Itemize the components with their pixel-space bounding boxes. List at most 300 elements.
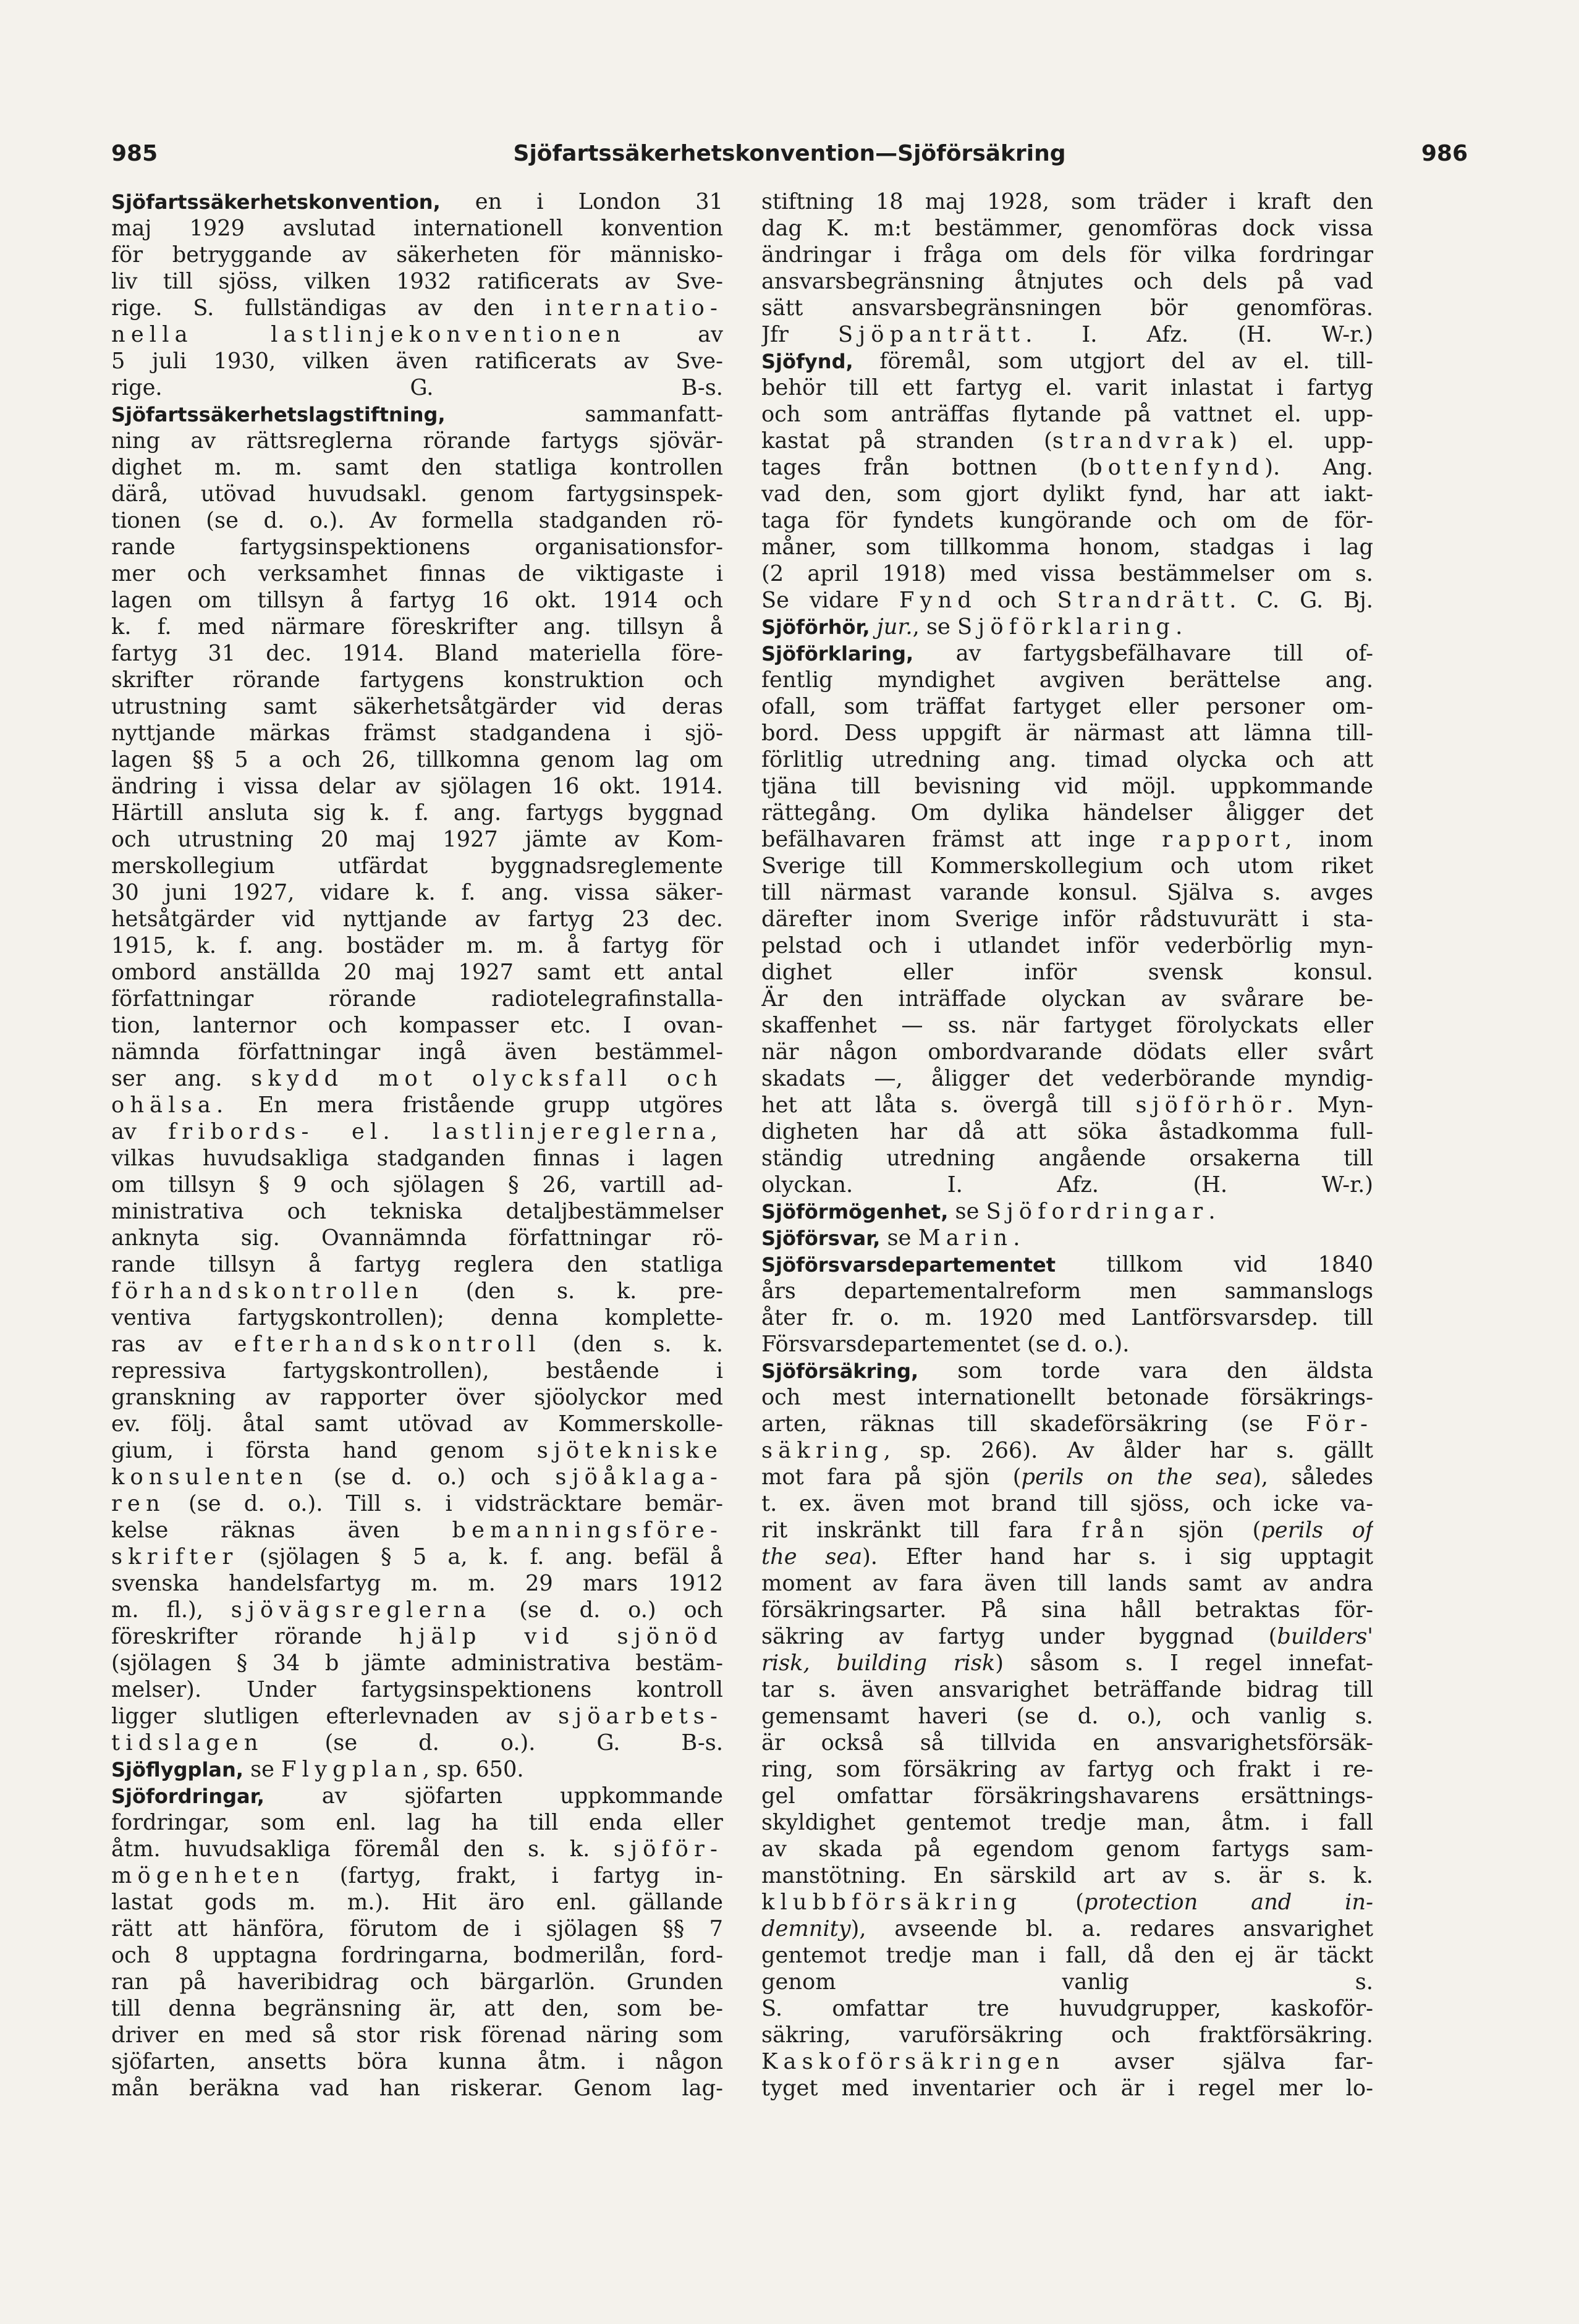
text-run: som torde vara den äldsta [918, 1358, 1373, 1384]
text-line [761, 1278, 1373, 1304]
text-line [761, 507, 1373, 534]
text-run: rande fartygsinspektionens organisationsfor- [111, 535, 723, 560]
text-line [761, 853, 1373, 879]
text-run: åter fr. o. m. 1920 med Lantförsvarsdep. till [761, 1305, 1373, 1330]
text-line [761, 1916, 1373, 1942]
text-line [111, 1251, 723, 1278]
text-line [111, 1756, 723, 1783]
text-run: (den s. k. [541, 1332, 723, 1357]
entry-headword: Sjöförsäkring, [761, 1359, 919, 1383]
text-line [111, 1597, 723, 1623]
text-run: (se d. o.). Till s. i vidsträcktare bemär- [165, 1491, 723, 1516]
text-run: liv till sjöss, vilken 1932 ratificerats av Sve- [111, 269, 723, 294]
text-line [111, 401, 723, 428]
text-line [111, 1490, 723, 1517]
text-run: författningar rörande radiotelegrafinstalla- [111, 986, 723, 1012]
running-header [111, 141, 1468, 184]
text-line [111, 1809, 723, 1836]
text-run: Är den inträffade olyckan av svårare be- [761, 986, 1373, 1012]
entry-headword: Sjöförmögenhet, [761, 1200, 949, 1223]
text-run: för betryggande av säkerheten för människo- [111, 242, 723, 268]
page-number-left: 985 [111, 141, 158, 166]
text-run: sammanfatt- [445, 402, 723, 427]
text-run: måner, som tillkomma honom, stadgas i lag [761, 535, 1373, 560]
text-run: moment av fara även till lands samt av andra [761, 1571, 1373, 1596]
spaced-term: Kaskoförsäkringen [761, 2049, 1065, 2074]
text-run: mot fara på sjön ( [761, 1464, 1022, 1490]
spaced-term: ren [111, 1491, 166, 1516]
text-line [761, 932, 1373, 959]
text-run: gium, i första hand genom [111, 1438, 537, 1463]
text-line [761, 2048, 1373, 2075]
text-line [761, 1942, 1373, 1969]
text-run: sjöfarten, ansetts böra kunna åtm. i någon [111, 2049, 723, 2074]
text-run: En mera fristående grupp utgöres [229, 1092, 723, 1118]
text-line [761, 401, 1373, 428]
text-run: lagen om tillsyn å fartyg 16 okt. 1914 och [111, 588, 723, 613]
text-line [761, 454, 1373, 481]
text-line [111, 295, 723, 321]
text-run: tar s. även ansvarighet beträffande bidrag till [761, 1677, 1373, 1702]
text-line [111, 560, 723, 587]
text-run: ring, som försäkring av fartyg och frakt i re- [761, 1757, 1373, 1782]
text-run: åtm. huvudsakliga föremål den s. k. [111, 1836, 614, 1862]
spaced-term: sjöåklaga- [555, 1464, 723, 1490]
italic-term: demnity [761, 1916, 851, 1942]
text-line [111, 879, 723, 906]
text-run: t. ex. även mot brand till sjöss, och icke va- [761, 1491, 1373, 1516]
text-line [111, 1783, 723, 1809]
text-line [111, 693, 723, 720]
text-line [761, 1039, 1373, 1065]
text-line [761, 1676, 1373, 1703]
spaced-term: sjövägsreglerna [231, 1597, 492, 1623]
spaced-term: rapport [1162, 827, 1285, 852]
text-line [111, 1862, 723, 1889]
text-run: ombord anställda 20 maj 1927 samt ett antal [111, 960, 723, 985]
italic-term: the sea [761, 1544, 863, 1570]
text-line [761, 1650, 1373, 1676]
text-run: till denna begränsning är, att den, som be- [111, 1996, 723, 2021]
text-line [111, 242, 723, 268]
text-line [111, 667, 723, 693]
text-run: skadats —, åligger det vederbörande myndig- [761, 1066, 1373, 1091]
text-run: förlitlig utredning ang. timad olycka och att [761, 747, 1373, 772]
text-line [111, 746, 723, 773]
text-line [761, 906, 1373, 932]
text-run: säkring, varuförsäkring och fraktförsäkring. [761, 2022, 1373, 2048]
text-run: fentlig myndighet avgiven berättelse ang. [761, 667, 1373, 693]
spaced-term: sjöförhör [1135, 1092, 1287, 1118]
text-run: se [880, 1225, 918, 1251]
text-line [761, 2022, 1373, 2048]
text-line [111, 374, 723, 401]
text-line [761, 534, 1373, 560]
entry-headword: Sjöfartssäkerhetskonvention, [111, 190, 441, 214]
text-run: pelstad och i utlandet inför vederbörlig myn- [761, 933, 1373, 958]
text-line [761, 1597, 1373, 1623]
text-run: ändringar i fråga om dels för vilka fordringar [761, 242, 1373, 268]
text-run: fordringar, som enl. lag ha till enda eller [111, 1810, 723, 1835]
text-run: fartyg 31 dec. 1914. Bland materiella före- [111, 641, 723, 666]
text-run: maj 1929 avslutad internationell konvention [111, 216, 723, 241]
text-run: (sjölagen § 34 b jämte administrativa bestäm- [111, 1650, 723, 1676]
text-line [761, 1809, 1373, 1836]
text-line [111, 1145, 723, 1172]
text-line [111, 1517, 723, 1544]
spaced-term: sjöför- [613, 1836, 723, 1862]
text-run: tjäna till bevisning vid möjl. uppkommande [761, 774, 1373, 799]
spaced-term: förhandskontrollen [111, 1278, 424, 1304]
text-run: Försvarsdepartementet (se d. o.). [761, 1332, 1130, 1357]
text-run: sätt ansvarsbegränsningen bör genomföras. [761, 295, 1373, 321]
spaced-term: säkring [761, 1438, 884, 1463]
text-line [761, 1384, 1373, 1411]
text-line [111, 188, 723, 215]
text-line [111, 614, 723, 640]
text-run: rande tillsyn å fartyg reglera den statliga [111, 1252, 723, 1277]
text-run: och mest internationellt betonade försäkrings- [761, 1385, 1373, 1410]
text-run: stiftning 18 maj 1928, som träder i kraft den [761, 189, 1373, 214]
text-run: melser). Under fartygsinspektionens kontroll [111, 1677, 723, 1702]
text-line [111, 1331, 723, 1358]
text-run: om tillsyn § 9 och sjölagen § 26, vartill ad- [111, 1172, 723, 1198]
text-run: ser ang. [111, 1066, 252, 1091]
text-run: skrifter rörande fartygens konstruktion och [111, 667, 723, 693]
text-line [761, 2075, 1373, 2102]
text-run: k. f. med närmare föreskrifter ang. tillsyn å [111, 614, 723, 640]
text-line [761, 826, 1373, 853]
text-line [761, 1730, 1373, 1756]
text-run: Jfr [761, 322, 838, 347]
text-run: av [625, 322, 723, 347]
text-line [761, 1145, 1373, 1172]
text-line [761, 693, 1373, 720]
spaced-term: sjöarbets- [558, 1704, 723, 1729]
text-line [761, 321, 1373, 348]
spaced-term: nella lastlinjekonventionen [111, 322, 626, 347]
text-run: behör till ett fartyg el. varit inlastat i fartyg [761, 375, 1373, 400]
text-line [761, 295, 1373, 321]
text-run: taga för fyndets kungörande och om de för- [761, 508, 1373, 533]
text-run: dag K. m:t bestämmer, genomföras dock vissa [761, 216, 1373, 241]
text-line [761, 1969, 1373, 1995]
spaced-term: efterhandskontroll [234, 1332, 541, 1357]
text-line [761, 1304, 1373, 1331]
text-line [761, 374, 1373, 401]
text-line [111, 1304, 723, 1331]
text-line [111, 800, 723, 826]
text-line [761, 1118, 1373, 1145]
text-run: digheten har då att söka åstadkomma full- [761, 1119, 1373, 1144]
text-line [111, 1039, 723, 1065]
text-run: års departementalreform men sammanslogs [761, 1278, 1373, 1304]
text-run: och som anträffas flytande på vattnet el. upp- [761, 402, 1373, 427]
text-run: gemensamt haveri (se d. o.), och vanlig s. [761, 1704, 1373, 1729]
text-line [761, 959, 1373, 986]
text-run: (sjölagen § 5 a, k. f. ang. befäl å [238, 1544, 723, 1570]
spaced-term: Strandrätt [1057, 588, 1230, 613]
text-run: ). Efter hand har s. i sig upptagit [862, 1544, 1373, 1570]
entry-headword: Sjöfartssäkerhetslagstiftning, [111, 403, 446, 426]
entry-headword: Sjöförhör, [761, 615, 870, 639]
text-run: tionen (se d. o.). Av formella stadganden rö- [111, 508, 723, 533]
text-run: . [1208, 1199, 1216, 1224]
text-run: ning av rättsreglerna rörande fartygs sjövär- [111, 428, 723, 454]
text-line [761, 800, 1373, 826]
spaced-term: Sjöförklaring [957, 614, 1176, 640]
text-line [111, 720, 723, 746]
text-run: ras av [111, 1332, 234, 1357]
text-run: (fartyg, frakt, i fartyg in- [305, 1863, 723, 1888]
text-run: (se d. o.) och [491, 1597, 723, 1623]
text-line [111, 1198, 723, 1225]
text-line [111, 534, 723, 560]
text-run: därefter inom Sverige inför rådstuvurätt i sta- [761, 906, 1373, 932]
text-run: . C. G. Bj. [1229, 588, 1373, 613]
text-line [761, 1862, 1373, 1889]
text-run: ansvarsbegränsning åtnjutes och dels på vad [761, 269, 1373, 294]
text-run: nämnda författningar ingå även bestämmel- [111, 1039, 723, 1065]
text-run: se [243, 1757, 282, 1782]
text-line [111, 1384, 723, 1411]
text-run: därå, utövad huvudsakl. genom fartygsinspek- [111, 481, 723, 507]
spaced-term: För- [1306, 1411, 1373, 1437]
text-line [761, 1358, 1373, 1384]
entry-headword: Sjöflygplan, [111, 1758, 243, 1781]
text-line [761, 1783, 1373, 1809]
text-line [761, 1172, 1373, 1198]
text-run: 1915, k. f. ang. bostäder m. m. å fartyg för [111, 933, 723, 958]
text-run: . [1175, 614, 1183, 640]
text-run: rige. S. fullständigas av den [111, 295, 545, 321]
text-line [761, 1251, 1373, 1278]
text-line [761, 1411, 1373, 1437]
text-run: (den s. k. pre- [423, 1278, 723, 1304]
text-line [111, 428, 723, 454]
text-line [761, 587, 1373, 614]
text-run: driver en med så stor risk förenad näring som [111, 2022, 723, 2048]
text-run: mer och verksamhet finnas de viktigaste i [111, 561, 723, 586]
text-line [111, 454, 723, 481]
text-run: ), således [1253, 1464, 1373, 1490]
text-run: nyttjande märkas främst stadgandena i sjö- [111, 720, 723, 746]
text-run: tillkom vid 1840 [1056, 1252, 1373, 1277]
spaced-term: skrifter [111, 1544, 239, 1570]
text-run: mån beräkna vad han riskerar. Genom lag- [111, 2076, 723, 2101]
text-run: ventiva fartygskontrollen); denna komplette- [111, 1305, 723, 1330]
text-line [111, 1969, 723, 1995]
text-line [761, 1490, 1373, 1517]
spaced-term: ohälsa. [111, 1092, 229, 1118]
text-run: ), avseende bl. a. redares ansvarighet [850, 1916, 1373, 1942]
text-run: kelse räknas även [111, 1518, 452, 1543]
text-run: ev. följ. åtal samt utövad av Kommerskolle- [111, 1411, 723, 1437]
text-run: säkring av fartyg under byggnad ( [761, 1624, 1277, 1649]
text-line [761, 188, 1373, 215]
text-run: merskollegium utfärdat byggnadsreglemente [111, 853, 723, 879]
text-line [111, 1889, 723, 1916]
text-line [111, 1358, 723, 1384]
text-run: S. omfattar tre huvudgrupper, kaskoför- [761, 1996, 1373, 2021]
text-line [761, 746, 1373, 773]
text-run: av skada på egendom genom fartygs sam- [761, 1836, 1373, 1862]
italic-term: protection and in- [1083, 1890, 1373, 1915]
text-line [761, 720, 1373, 746]
text-line [111, 826, 723, 853]
text-line [111, 640, 723, 667]
text-line [111, 1118, 723, 1145]
text-line [111, 1092, 723, 1118]
text-line [111, 906, 723, 932]
text-run: tages från bottnen ( [761, 455, 1089, 480]
spaced-term: mögenheten [111, 1863, 305, 1888]
text-line [111, 1570, 723, 1597]
italic-term: builders' [1277, 1624, 1373, 1649]
text-run: ligger slutligen efterlevnaden av [111, 1704, 559, 1729]
text-line [111, 1437, 723, 1464]
text-run: ) el. upp- [1229, 428, 1373, 454]
text-run: het att låta s. övergå till [761, 1092, 1136, 1118]
text-line [761, 481, 1373, 507]
text-run: befälhavaren främst att inge [761, 827, 1162, 852]
text-run: ofall, som träffat fartyget eller personer om- [761, 694, 1373, 719]
text-run: (se d. o.) och [308, 1464, 556, 1490]
text-line [111, 1278, 723, 1304]
text-line [761, 614, 1373, 640]
entry-headword: Sjöförsvar, [761, 1227, 881, 1250]
text-run: avser själva far- [1065, 2049, 1373, 2074]
text-line [111, 1012, 723, 1039]
text-line [761, 1517, 1373, 1544]
spaced-term: Sjöfordringar [986, 1199, 1209, 1224]
text-run: granskning av rapporter över sjöolyckor med [111, 1385, 723, 1410]
text-line [111, 853, 723, 879]
spaced-term: fribords- el. lastlinjereglerna, [168, 1119, 723, 1144]
text-run: tyget med inventarier och är i regel mer lo- [761, 2076, 1373, 2101]
text-line [761, 1437, 1373, 1464]
text-line [111, 268, 723, 295]
text-run: ministrativa och tekniska detaljbestämmelser [111, 1199, 723, 1224]
text-line [761, 1331, 1373, 1358]
text-line [761, 667, 1373, 693]
text-line [111, 773, 723, 800]
text-line [761, 1012, 1373, 1039]
text-run: lastat gods m. m.). Hit äro enl. gällande [111, 1890, 723, 1915]
text-line [111, 1650, 723, 1676]
text-run: olyckan. I. Afz. (H. W-r.) [761, 1172, 1373, 1198]
text-run: av [111, 1119, 169, 1144]
text-run [870, 614, 877, 640]
entry-headword: Sjöförklaring, [761, 642, 914, 666]
text-run: ) såsom s. I regel innefat- [995, 1650, 1373, 1676]
text-run: . Myn- [1286, 1092, 1373, 1118]
text-line [761, 268, 1373, 295]
text-run: och 8 upptagna fordringarna, bodmerilån, ford- [111, 1943, 723, 1968]
text-run: föremål, som utgjort del av el. till- [853, 349, 1373, 374]
text-line [761, 1570, 1373, 1597]
italic-term: perils on the sea [1021, 1464, 1253, 1490]
running-title: Sjöfartssäkerhetskonvention—Sjöförsäkring [513, 141, 1066, 166]
text-line [111, 959, 723, 986]
text-run: 5 juli 1930, vilken även ratificerats av Sve- [111, 349, 723, 374]
spaced-term: bottenfynd [1088, 455, 1265, 480]
spaced-term: Flygplan [281, 1757, 423, 1782]
text-line [111, 1544, 723, 1570]
left-column [111, 188, 723, 2215]
text-run: , sp. 650. [422, 1757, 524, 1782]
text-run: se [948, 1199, 986, 1224]
text-run: tion, lanternor och kompasser etc. I ovan- [111, 1013, 723, 1038]
spaced-term: från [1082, 1518, 1150, 1543]
text-run: sjön ( [1149, 1518, 1261, 1543]
text-line [761, 1703, 1373, 1730]
text-run: rit inskränkt till fara [761, 1518, 1082, 1543]
text-line [761, 773, 1373, 800]
spaced-term: hjälp vid sjönöd [399, 1624, 723, 1649]
entry-headword: Sjöfordringar, [111, 1785, 265, 1808]
text-run: . I. Afz. (H. W-r.) [1025, 322, 1373, 347]
text-line [111, 1065, 723, 1092]
text-run: ran på haveribidrag och bärgarlön. Grunden [111, 1969, 723, 1995]
text-line [111, 986, 723, 1012]
page-number-right: 986 [1421, 141, 1468, 166]
text-line [111, 1172, 723, 1198]
spaced-term: sjötekniske [536, 1438, 723, 1463]
text-line [761, 640, 1373, 667]
text-line [761, 1836, 1373, 1862]
text-run: , sp. 266). Av ålder har s. gällt [883, 1438, 1373, 1463]
text-run: . [1013, 1225, 1020, 1251]
text-line [761, 1225, 1373, 1251]
text-line [111, 507, 723, 534]
spaced-term: Sjöpanträtt [837, 322, 1026, 347]
spaced-term: Marin [918, 1225, 1014, 1251]
text-run: rige. G. B-s. [111, 375, 723, 400]
text-line [761, 1198, 1373, 1225]
text-run: skyldighet gentemot tredje man, åtm. i fall [761, 1810, 1373, 1835]
text-run: gel omfattar försäkringshavarens ersättnings- [761, 1783, 1373, 1809]
text-line [761, 215, 1373, 242]
italic-term: risk, building risk [761, 1650, 996, 1676]
text-line [111, 932, 723, 959]
text-line [111, 1916, 723, 1942]
right-column [761, 188, 1373, 2215]
spaced-term: bemanningsföre- [452, 1518, 723, 1543]
text-run: , inom [1285, 827, 1373, 852]
text-line [111, 2048, 723, 2075]
text-line [761, 1092, 1373, 1118]
text-run: lagen §§ 5 a och 26, tillkomna genom lag om [111, 747, 723, 772]
text-run: m. fl.), [111, 1597, 231, 1623]
text-line [111, 481, 723, 507]
text-run: rätt att hänföra, förutom de i sjölagen §§ 7 [111, 1916, 723, 1942]
text-run: arten, räknas till skadeförsäkring (se [761, 1411, 1306, 1437]
italic-term: jur. [876, 614, 913, 640]
text-line [761, 986, 1373, 1012]
text-line [761, 242, 1373, 268]
text-run: dighet m. m. samt den statliga kontrollen [111, 455, 723, 480]
text-run: vilkas huvudsakliga stadganden finnas i lagen [111, 1146, 723, 1171]
spaced-term: klubbförsäkring [761, 1890, 1023, 1915]
text-line [111, 587, 723, 614]
text-line [111, 1703, 723, 1730]
text-run: till närmast varande konsul. Själva s. avges [761, 880, 1373, 905]
spaced-term: strandvrak [1052, 428, 1229, 454]
text-line [761, 1756, 1373, 1783]
text-run: ändring i vissa delar av sjölagen 16 okt. 1914. [111, 774, 723, 799]
text-run: av sjöfarten uppkommande [264, 1783, 723, 1809]
